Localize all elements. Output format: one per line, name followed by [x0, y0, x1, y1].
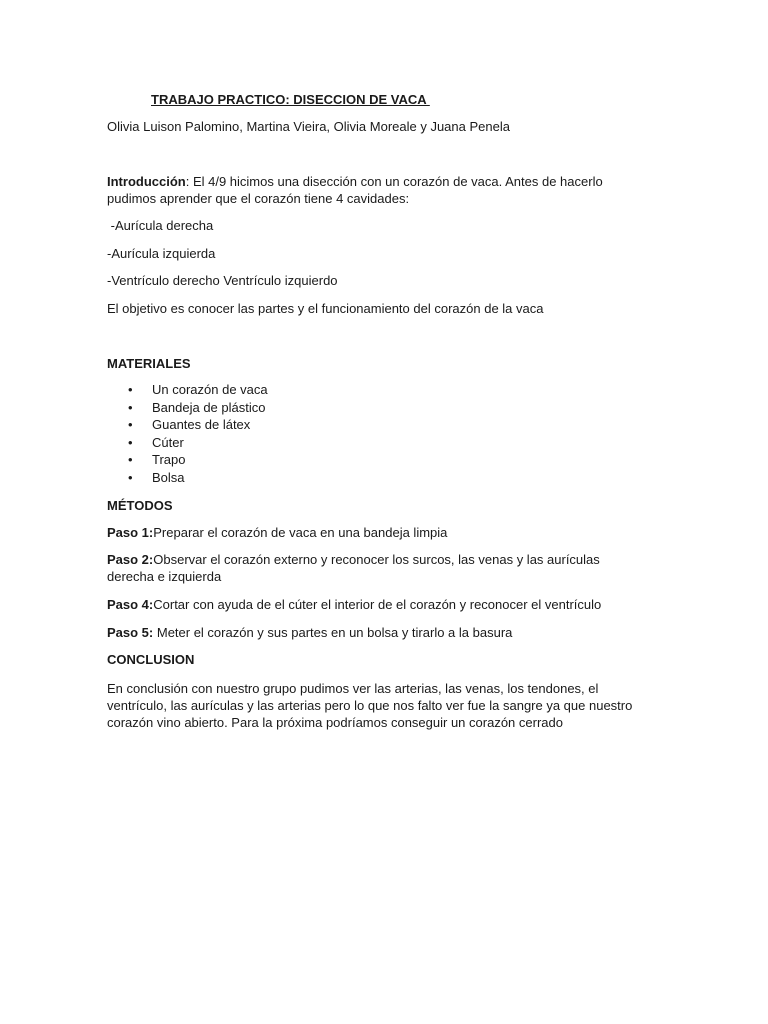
cavity-ventricles: -Ventrículo derecho Ventrículo izquierdo — [107, 273, 338, 288]
materials-heading: MATERIALES — [107, 356, 191, 371]
cavity-left-atrium: -Aurícula izquierda — [107, 246, 216, 261]
objective-paragraph: El objetivo es conocer las partes y el funcionamiento del corazón de la vaca — [107, 301, 544, 316]
method-step-2 — [107, 551, 647, 585]
materials-item-label: Un corazón de vaca — [152, 382, 268, 397]
materials-item — [107, 434, 268, 452]
bullet-icon: • — [128, 382, 133, 397]
bullet-icon: • — [128, 417, 133, 432]
authors-line: Olivia Luison Palomino, Martina Vieira, Olivia Moreale y Juana Penela — [107, 119, 510, 134]
step-text: Preparar el corazón de vaca en una bandeja limpia — [153, 525, 448, 540]
bullet-icon: • — [128, 469, 133, 485]
materials-item-label: Trapo — [152, 452, 186, 467]
materials-item-label: Bandeja de plástico — [152, 399, 266, 415]
bullet-icon: • — [128, 399, 133, 415]
step-label: Paso 1: — [107, 525, 154, 540]
document-title: TRABAJO PRACTICO: DISECCION DE VACA — [151, 92, 430, 107]
materials-item — [107, 469, 268, 487]
step-text: Cortar con ayuda de el cúter el interior de el corazón y reconocer el ventrículo — [153, 597, 602, 612]
introduction-text: : El 4/9 hicimos una disección con un corazón de vaca. Antes de hacerlo pudimos aprender que el corazón tiene 4 cavidades: — [107, 174, 603, 206]
materials-item — [107, 416, 268, 434]
materials-item — [107, 381, 268, 399]
conclusion-paragraph: En conclusión con nuestro grupo pudimos ver las arterias, las venas, los tendones, el ventrículo, las aurículas y las arterias pero lo que nos falto ver fue la sangre ya que nuestro corazón vino abierto. Para la próxima podríamos conseguir un corazón cerrado — [107, 681, 633, 730]
materials-list — [107, 381, 268, 486]
bullet-icon: • — [128, 434, 133, 450]
introduction-paragraph — [107, 173, 647, 207]
step-text: Observar el corazón externo y reconocer los surcos, las venas y las aurículas derecha e izquierda — [107, 552, 600, 584]
materials-item — [107, 399, 268, 417]
conclusion-heading: CONCLUSION — [107, 652, 195, 667]
step-label: Paso 2: — [107, 552, 154, 567]
method-step-5 — [107, 624, 647, 641]
materials-item-label: Cúter — [152, 434, 184, 450]
materials-item — [107, 451, 268, 469]
methods-heading: MÉTODOS — [107, 498, 173, 513]
method-step-4 — [107, 596, 647, 613]
bullet-icon: • — [128, 452, 133, 467]
method-step-1 — [107, 524, 647, 541]
step-label: Paso 5: — [107, 625, 154, 640]
step-label: Paso 4: — [107, 597, 154, 612]
introduction-label: Introducción — [107, 174, 186, 189]
materials-item-label: Bolsa — [152, 469, 185, 485]
step-text: Meter el corazón y sus partes en un bolsa y tirarlo a la basura — [153, 625, 513, 640]
cavity-right-atrium: -Aurícula derecha — [107, 218, 214, 233]
materials-item-label: Guantes de látex — [152, 417, 251, 432]
